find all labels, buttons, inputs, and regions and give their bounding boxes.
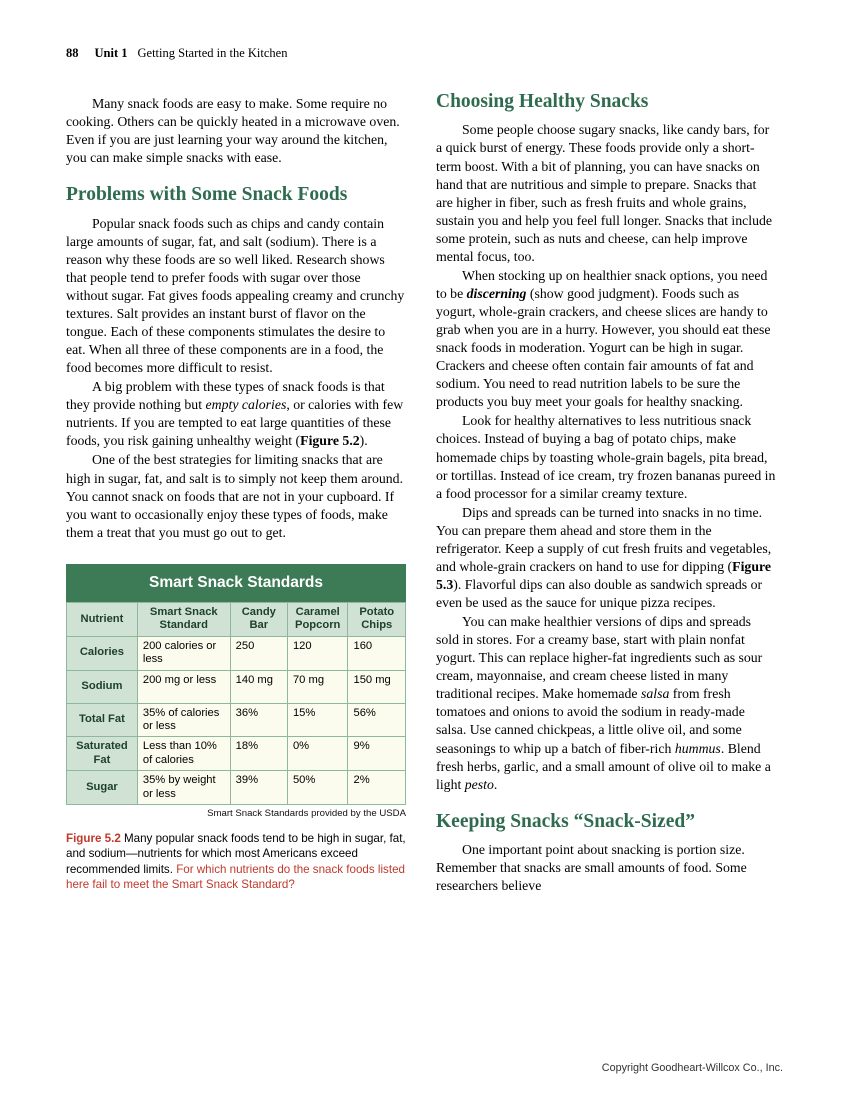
row-header-sodium: Sodium bbox=[67, 670, 138, 703]
text-run: ). bbox=[359, 433, 368, 449]
term-empty-calories: empty calories bbox=[205, 397, 287, 413]
cell-standard: 200 calories or less bbox=[137, 636, 230, 670]
text-run: You can make healthier versions of dips and spreads sold in stores. For a creamy base, start with plain nonfat yogurt. This can replace higher-fat ingredients such as sour cream, mayonnaise, and cream cheese listed in many traditional recipes. Make homemade bbox=[436, 614, 763, 702]
cell-candy-bar: 39% bbox=[230, 771, 287, 805]
cell-potato-chips: 2% bbox=[348, 771, 406, 805]
text-run: (show good judgment). Foods such as yogurt, whole-grain crackers, and cheese slices are handy to grab when you are in a hurry. However, you should eat these snack foods in moderation. Yogurt can be high in sugar. Crackers and cheese often contain fair amounts of fat and sodium. You need to read nutrition labels to be sure the products you buy meet your goals for healthy snacking. bbox=[436, 285, 771, 410]
paragraph-choosing-2 bbox=[436, 267, 776, 412]
cell-candy-bar: 18% bbox=[230, 737, 287, 771]
copyright-footer: Copyright Goodheart-Willcox Co., Inc. bbox=[601, 1062, 783, 1074]
cell-candy-bar: 140 mg bbox=[230, 670, 287, 703]
term-hummus: hummus bbox=[674, 740, 721, 756]
cell-potato-chips: 150 mg bbox=[348, 670, 406, 703]
table-row bbox=[67, 771, 406, 805]
paragraph-choosing-5 bbox=[436, 613, 776, 794]
column-header-potato-chips: Potato Chips bbox=[348, 602, 406, 636]
table-credit: Smart Snack Standards provided by the USDA bbox=[207, 808, 406, 820]
text-run: A big problem with these types of snack foods is that they provide nothing but bbox=[66, 379, 385, 413]
cell-standard: 35% of calories or less bbox=[137, 703, 230, 737]
row-header-saturated-fat: Saturated Fat bbox=[67, 737, 138, 771]
cell-potato-chips: 56% bbox=[348, 703, 406, 737]
heading-choosing-healthy-snacks: Choosing Healthy Snacks bbox=[436, 91, 649, 112]
paragraph-choosing-3: Look for healthy alternatives to less nutritious snack choices. Instead of buying a bag of potato chips, make homemade chips by toasting whole-grain bagels, pita bread, or tortillas. Instead of ice cream, try frozen bananas pureed in a food processor for a similar creamy texture. bbox=[436, 413, 776, 501]
figure-5-2 bbox=[66, 564, 406, 893]
smart-snack-standards-table bbox=[66, 564, 406, 805]
figure-reference-5-2: Figure 5.2 bbox=[300, 433, 360, 449]
text-run: . Blend fresh herbs, garlic, and a small amount of olive oil to make a light bbox=[436, 740, 771, 792]
table-title: Smart Snack Standards bbox=[66, 564, 406, 602]
term-discerning: discerning bbox=[466, 285, 527, 301]
cell-potato-chips: 9% bbox=[348, 737, 406, 771]
cell-caramel-popcorn: 50% bbox=[287, 771, 348, 805]
cell-standard: 35% by weight or less bbox=[137, 771, 230, 805]
text-run: . bbox=[493, 776, 498, 792]
term-salsa: salsa bbox=[640, 686, 670, 702]
cell-potato-chips: 160 bbox=[348, 636, 406, 670]
text-run: When stocking up on healthier snack options, you need to be bbox=[436, 267, 768, 301]
text-run: ). Flavorful dips can also double as sandwich spreads or even be used as the sauce for unique pizza recipes. bbox=[436, 576, 763, 611]
running-head bbox=[66, 46, 783, 61]
term-pesto: pesto bbox=[464, 776, 494, 792]
cell-caramel-popcorn: 70 mg bbox=[287, 670, 348, 703]
cell-candy-bar: 36% bbox=[230, 703, 287, 737]
unit-label: Unit 1 bbox=[94, 46, 128, 60]
cell-caramel-popcorn: 0% bbox=[287, 737, 348, 771]
row-header-sugar: Sugar bbox=[67, 771, 138, 805]
table-row bbox=[67, 737, 406, 771]
figure-caption-question: For which nutrients do the snack foods listed here fail to meet the Smart Snack Standard? bbox=[66, 862, 405, 892]
unit-title: Getting Started in the Kitchen bbox=[137, 46, 288, 60]
paragraph-intro: Many snack foods are easy to make. Some require no cooking. Others can be quickly heated in a microwave oven. Even if you are just learning your way around the kitchen, you can make simple snacks with ease. bbox=[66, 96, 400, 166]
paragraph-choosing-4 bbox=[436, 504, 776, 612]
figure-reference-5-3: Figure 5.3 bbox=[436, 558, 771, 592]
column-header-standard: Smart Snack Standard bbox=[137, 602, 230, 636]
cell-caramel-popcorn: 120 bbox=[287, 636, 348, 670]
cell-caramel-popcorn: 15% bbox=[287, 703, 348, 737]
figure-caption bbox=[66, 831, 406, 892]
paragraph-problems-1: Popular snack foods such as chips and candy contain large amounts of sugar, fat, and salt (sodium). There is a reason why these foods are so well liked. Research shows that people tend to prefer foods with sugar over those without sugar. Fat gives foods appealing creamy and crunchy textures. Salt provides an instant burst of flavor on the tongue. Each of these components stimulates the desire to eat. When all three of these components are in a food, the food becomes more difficult to resist. bbox=[66, 215, 405, 376]
cell-candy-bar: 250 bbox=[230, 636, 287, 670]
paragraph-problems-2 bbox=[66, 378, 406, 450]
row-header-calories: Calories bbox=[67, 636, 138, 670]
table-row bbox=[67, 636, 406, 670]
cell-standard: Less than 10% of calories bbox=[137, 737, 230, 771]
text-run: Dips and spreads can be turned into snacks in no time. You can prepare them ahead and store them in the refrigerator. Keep a supply of cut fresh fruits and vegetables, and whole-grain crackers on hand to use for dipping ( bbox=[436, 504, 772, 574]
text-run: from fresh tomatoes and onions to avoid the sodium in ready-made salsa. Use canned chickpeas, a little olive oil, and some seasonings to whip up a batch of fiber-rich bbox=[436, 686, 745, 756]
table-body bbox=[67, 636, 406, 805]
table-header-row bbox=[67, 602, 406, 636]
paragraph-choosing-1: Some people choose sugary snacks, like candy bars, for a quick burst of energy. These foods provide only a short-term boost. With a bit of planning, you can have snacks on hand that are nutritious and simple to prepare. Snacks that are higher in fiber, such as fresh fruits and whole grains, sustain you and help you feel full longer. Snacks that include some protein, such as nuts and cheese, can help improve mental focus, too. bbox=[436, 122, 773, 264]
page-number: 88 bbox=[66, 46, 79, 60]
paragraph-problems-3: One of the best strategies for limiting snacks that are high in sugar, fat, and salt is to simply not keep them around. You cannot snack on foods that are not in your cupboard. If you want to occasionally enjoy these types of foods, make them a treat that you must go out to get. bbox=[66, 452, 404, 540]
row-header-total-fat: Total Fat bbox=[67, 703, 138, 737]
figure-caption-label: Figure 5.2 bbox=[66, 832, 121, 846]
column-header-candy-bar: Candy Bar bbox=[230, 602, 287, 636]
table-row bbox=[67, 670, 406, 703]
heading-problems-with-snack-foods: Problems with Some Snack Foods bbox=[66, 184, 348, 206]
text-run: , or calories with few nutrients. If you are tempted to eat large quantities of these foods, you risk gaining unhealthy weight ( bbox=[66, 397, 404, 449]
right-column bbox=[436, 91, 776, 895]
heading-keeping-snacks-snack-sized: Keeping Snacks “Snack-Sized” bbox=[436, 810, 695, 832]
paragraph-keeping-1: One important point about snacking is portion size. Remember that snacks are small amounts of food. Some researchers believe bbox=[436, 842, 747, 894]
cell-standard: 200 mg or less bbox=[137, 670, 230, 703]
column-header-caramel-popcorn: Caramel Popcorn bbox=[287, 602, 348, 636]
left-column bbox=[66, 95, 406, 892]
column-header-nutrient: Nutrient bbox=[67, 602, 138, 636]
table-row bbox=[67, 703, 406, 737]
page-columns bbox=[66, 91, 783, 895]
table-header bbox=[67, 602, 406, 636]
figure-caption-text: Many popular snack foods tend to be high in sugar, fat, and sodium—nutrients for which most Americans exceed recommended limits. bbox=[66, 832, 406, 876]
